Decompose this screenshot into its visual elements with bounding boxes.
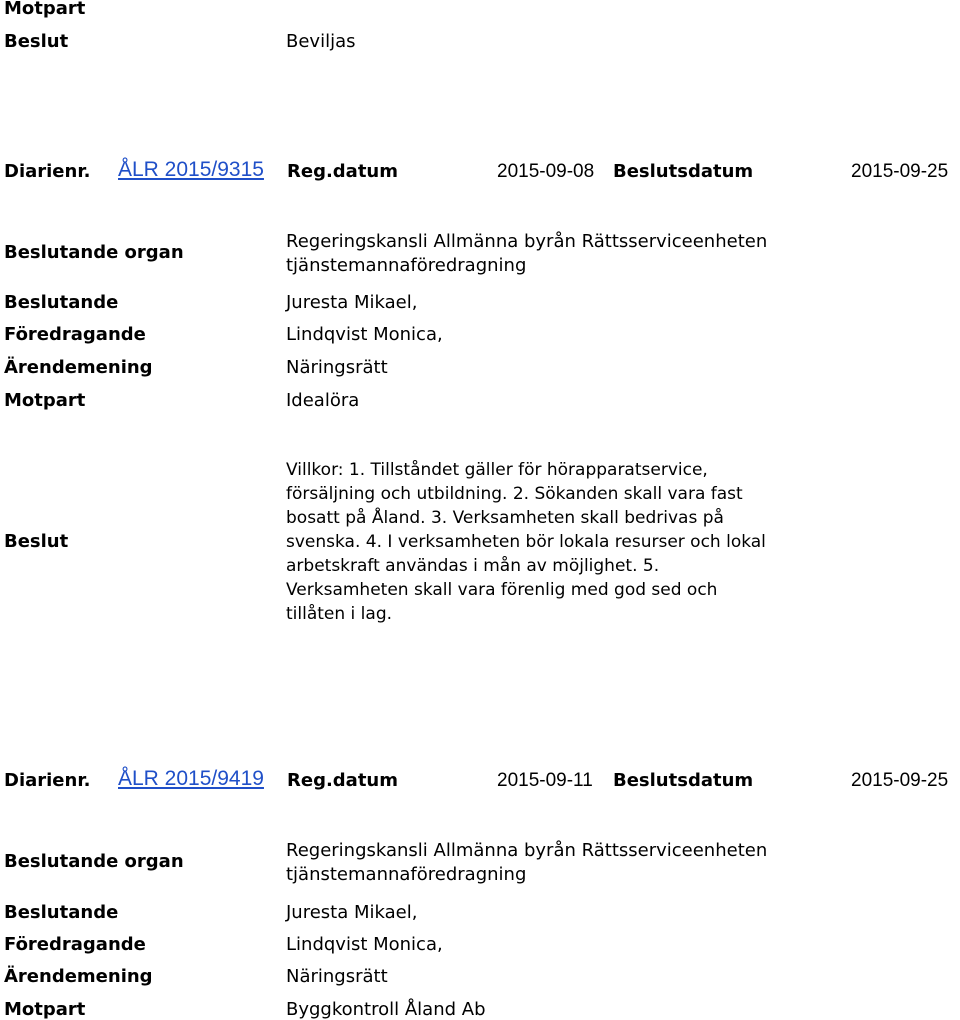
motpart-value: Byggkontroll Åland Ab — [286, 999, 486, 1020]
foredragande-value: Lindqvist Monica, — [286, 324, 443, 345]
beslutande-label: Beslutande — [4, 292, 119, 313]
beslutande-organ-line1: Regeringskansli Allmänna byrån Rättsserviceenheten — [286, 840, 768, 861]
arendemening-value: Näringsrätt — [286, 966, 388, 987]
beslutande-organ-line1: Regeringskansli Allmänna byrån Rättsserviceenheten — [286, 231, 768, 252]
beslutande-organ-label: Beslutande organ — [4, 851, 184, 872]
diarienr-label: Diarienr. — [4, 770, 91, 791]
beslutande-organ-line2: tjänstemannaföredragning — [286, 864, 527, 885]
beslutande-organ-label: Beslutande organ — [4, 242, 184, 263]
beslutande-organ-line2: tjänstemannaföredragning — [286, 255, 527, 276]
arendemening-label: Ärendemening — [4, 966, 153, 987]
beslutande-label: Beslutande — [4, 902, 119, 923]
beslut-label-top: Beslut — [4, 31, 69, 52]
motpart-label: Motpart — [4, 999, 86, 1020]
beslutsdatum-label: Beslutsdatum — [613, 770, 754, 791]
diarienr-link[interactable]: ÅLR 2015/9419 — [118, 767, 264, 790]
foredragande-value: Lindqvist Monica, — [286, 934, 443, 955]
regdatum-label: Reg.datum — [287, 770, 398, 791]
diarienr-link[interactable]: ÅLR 2015/9315 — [118, 158, 264, 181]
foredragande-label: Föredragande — [4, 324, 146, 345]
motpart-value: Idealöra — [286, 390, 360, 411]
beslutsdatum-value: 2015-09-25 — [851, 161, 949, 182]
regdatum-label: Reg.datum — [287, 161, 398, 182]
motpart-label: Motpart — [4, 390, 86, 411]
foredragande-label: Föredragande — [4, 934, 146, 955]
diarienr-label: Diarienr. — [4, 161, 91, 182]
beslut-label: Beslut — [4, 531, 69, 552]
arendemening-label: Ärendemening — [4, 357, 153, 378]
beslutsdatum-label: Beslutsdatum — [613, 161, 754, 182]
regdatum-value: 2015-09-08 — [497, 161, 595, 182]
beslut-value-top: Beviljas — [286, 31, 356, 52]
beslutsdatum-value: 2015-09-25 — [851, 770, 949, 791]
beslutande-value: Juresta Mikael, — [286, 902, 418, 923]
motpart-label-top: Motpart — [4, 0, 86, 19]
beslutande-value: Juresta Mikael, — [286, 292, 418, 313]
regdatum-value: 2015-09-11 — [497, 770, 593, 791]
arendemening-value: Näringsrätt — [286, 357, 388, 378]
beslut-text: Villkor: 1. Tillståndet gäller för hörapparatservice, försäljning och utbildning. 2. Sökanden skall vara fast bosatt på Åland. 3. Verksamheten skall bedrivas på svenska. 4. I verksamheten bör lokala resurser och lokal arbetskraft användas i mån av möjlighet. 5. Verksamheten skall vara förenlig med god sed och tillåten i lag. — [286, 460, 766, 624]
